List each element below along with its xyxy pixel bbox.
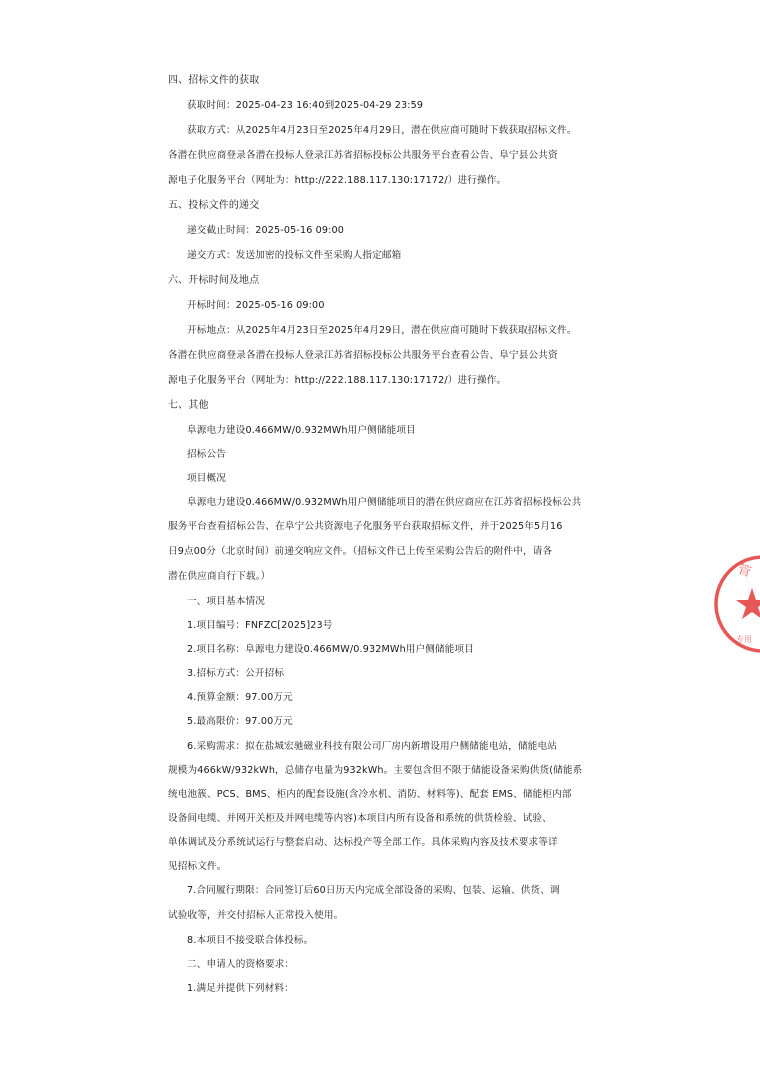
s4-time: 获取时间：2025-04-23 16:40到2025-04-29 23:59 bbox=[187, 100, 424, 111]
item-6-line-3: 统电池簇、PCS、BMS、柜内的配套设施(含冷水机、消防、材料等)、配套 EMS、储能柜内部 bbox=[168, 789, 572, 800]
s6-place-1: 开标地点：从2025年4月23日至2025年4月29日，潜在供应商可随时下载获取招标文件。 bbox=[187, 325, 577, 336]
s4-method-2: 各潜在供应商登录各潜在投标人登录江苏省招标投标公共服务平台查看公告、阜宁县公共资 bbox=[168, 150, 558, 161]
item-8: 8.本项目不接受联合体投标。 bbox=[187, 935, 314, 946]
overview-para-3: 日9点00分（北京时间）前递交响应文件。（招标文件已上传至采购公告后的附件中，请各 bbox=[168, 546, 553, 557]
section5-heading: 五、投标文件的递交 bbox=[168, 200, 260, 211]
s5-deadline: 递交截止时间：2025-05-16 09:00 bbox=[187, 225, 345, 236]
s5-method: 递交方式：发送加密的投标文件至采购人指定邮箱 bbox=[187, 250, 402, 261]
item-2: 2.项目名称：阜源电力建设0.466MW/0.932MWh用户侧储能项目 bbox=[187, 644, 475, 655]
section6-heading: 六、开标时间及地点 bbox=[168, 275, 260, 286]
item-4: 4.预算金额：97.00万元 bbox=[187, 692, 293, 703]
overview-para-4: 潜在供应商自行下载。） bbox=[168, 571, 271, 582]
item-6-line-2: 规模为466kW/932kWh，总储存电量为932kWh。主要包含但不限于储能设备采购供货(储能系 bbox=[168, 765, 583, 776]
basic-heading: 一、项目基本情况 bbox=[187, 596, 265, 607]
item-7-line-2: 试验收等，并交付招标人正常投入使用。 bbox=[168, 910, 344, 921]
s6-time: 开标时间：2025-05-16 09:00 bbox=[187, 300, 325, 311]
section4-heading: 四、招标文件的获取 bbox=[168, 75, 260, 86]
qualification-item-1: 1.满足并提供下列材料： bbox=[187, 983, 294, 994]
s4-method-1: 获取方式：从2025年4月23日至2025年4月29日，潜在供应商可随时下载获取招标文件。 bbox=[187, 125, 577, 136]
item-7-line-1: 7.合同履行期限：合同签订后60日历天内完成全部设备的采购、包装、运输、供货、调 bbox=[187, 885, 560, 896]
official-seal-stamp bbox=[708, 548, 760, 660]
qualification-heading: 二、申请人的资格要求： bbox=[187, 959, 295, 970]
item-6-line-6: 见招标文件。 bbox=[168, 861, 227, 872]
item-1: 1.项目编号：FNFZC[2025]23号 bbox=[187, 620, 333, 631]
s6-place-2: 各潜在供应商登录各潜在投标人登录江苏省招标投标公共服务平台查看公告、阜宁县公共资 bbox=[168, 350, 558, 361]
notice-title: 招标公告 bbox=[187, 449, 226, 460]
seal-text-bottom: 专用 bbox=[736, 635, 752, 644]
s6-place-3: 源电子化服务平台（网址为：http://222.188.117.130:17172/）进行操作。 bbox=[168, 375, 507, 386]
item-6-line-1: 6.采购需求：拟在盐城宏驰磁业科技有限公司厂房内新增设用户侧储能电站，储能电站 bbox=[187, 741, 557, 752]
project-title: 阜源电力建设0.466MW/0.932MWh用户侧储能项目 bbox=[187, 425, 416, 436]
item-5: 5.最高限价：97.00万元 bbox=[187, 716, 293, 727]
section7-heading: 七、其他 bbox=[168, 400, 209, 411]
item-6-line-5: 单体调试及分系统试运行与整套启动、达标投产等全部工作。具体采购内容及技术要求等详 bbox=[168, 837, 558, 848]
overview-para-2: 服务平台查看招标公告、在阜宁公共资源电子化服务平台获取招标文件，并于2025年5月16 bbox=[168, 521, 563, 532]
seal-text-top: 管 bbox=[735, 562, 753, 581]
s4-method-3: 源电子化服务平台（网址为：http://222.188.117.130:17172/）进行操作。 bbox=[168, 175, 507, 186]
item-3: 3.招标方式：公开招标 bbox=[187, 668, 285, 679]
item-6-line-4: 设备间电缆、并网开关柜及并网电缆等内容)本项目内所有设备和系统的供货检验、试验、 bbox=[168, 813, 552, 824]
overview-title: 项目概况 bbox=[187, 473, 226, 484]
overview-para-1: 阜源电力建设0.466MW/0.932MWh用户侧储能项目的潜在供应商应在江苏省招标投标公共 bbox=[187, 497, 582, 508]
